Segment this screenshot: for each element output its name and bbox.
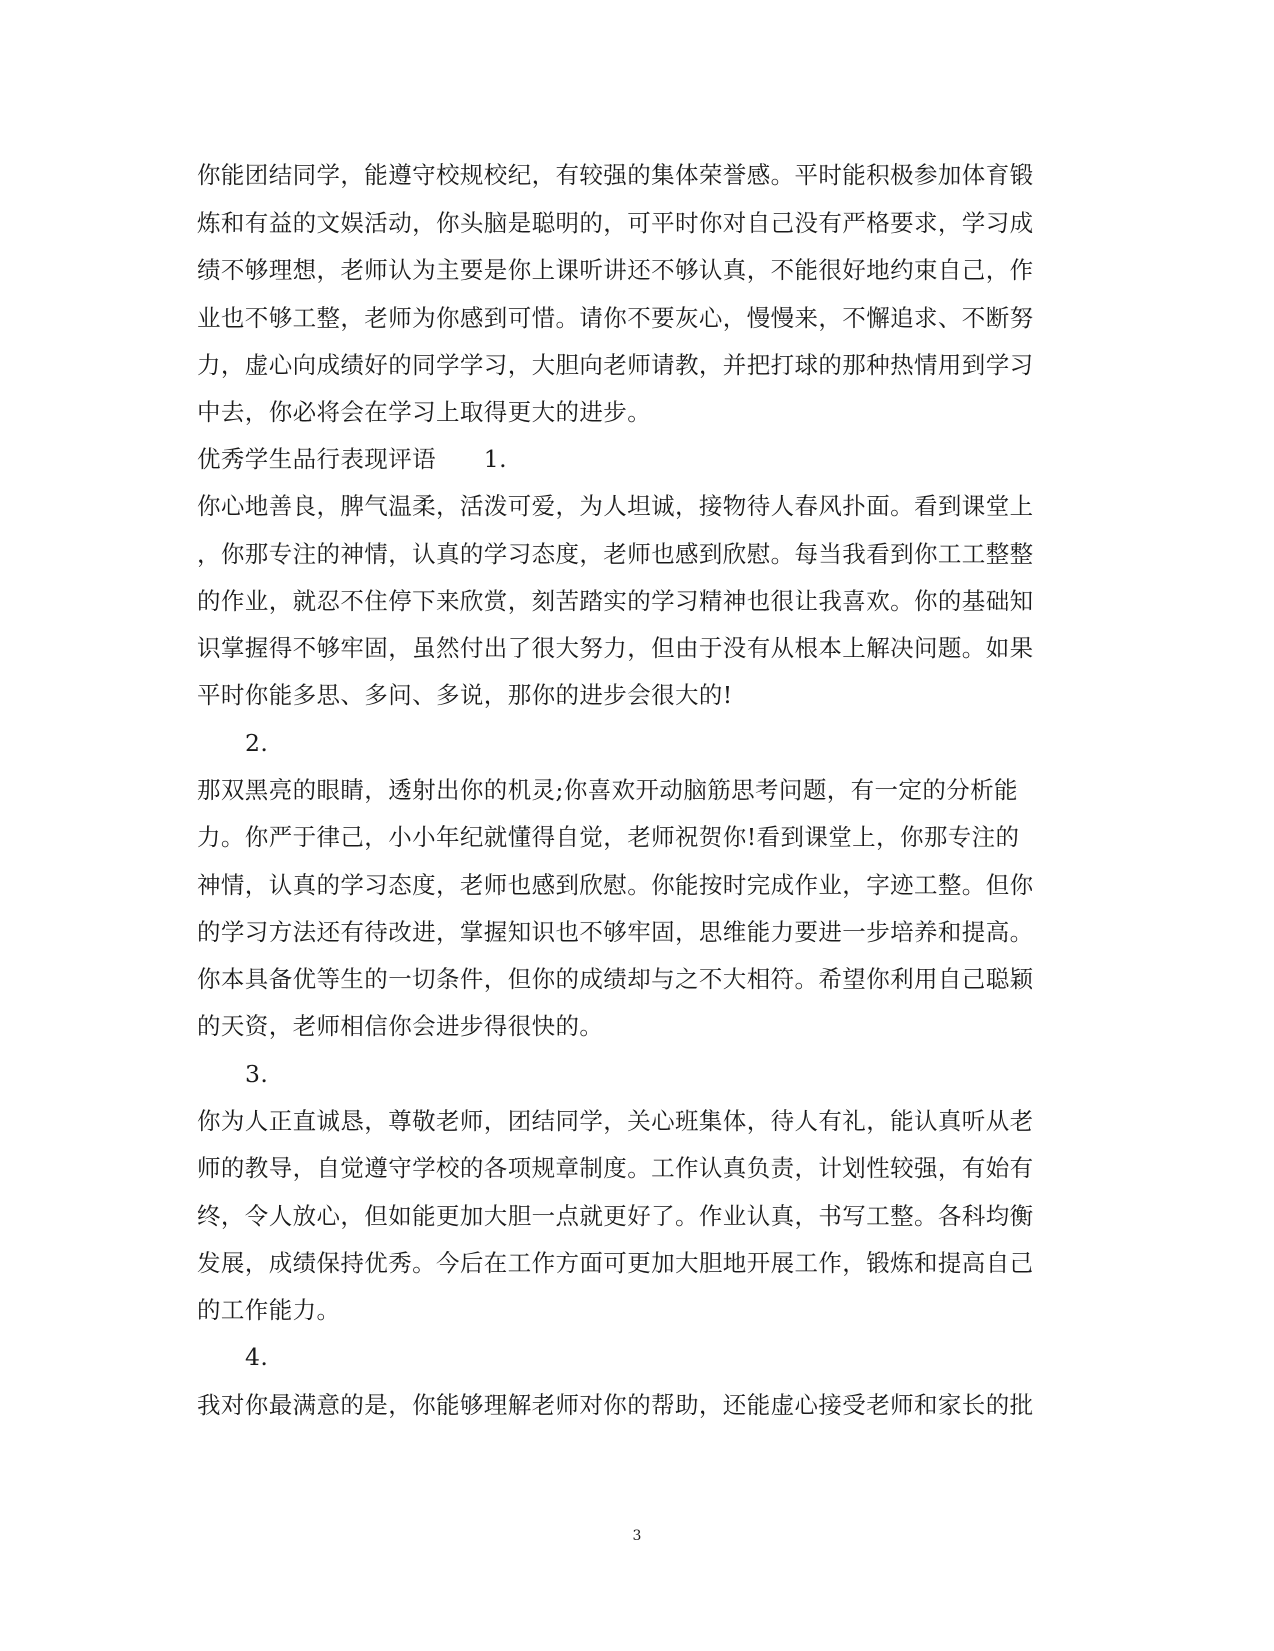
text-line: 发展，成绩保持优秀。今后在工作方面可更加大胆地开展工作，锻炼和提高自己 [197,1249,1034,1277]
text-line: 平时你能多思、多问、多说，那你的进步会很大的! [197,681,733,709]
text-line: 绩不够理想，老师认为主要是你上课听讲还不够认真，不能很好地约束自己，作 [197,256,1034,284]
text-line: 业也不够工整，老师为你感到可惜。请你不要灰心，慢慢来，不懈追求、不断努 [197,304,1034,332]
section-heading: 优秀学生品行表现评语 1. [197,445,508,473]
text-line: 的工作能力。 [197,1296,341,1324]
text-line: 中去，你必将会在学习上取得更大的进步。 [197,398,652,426]
text-line: 神情，认真的学习态度，老师也感到欣慰。你能按时完成作业，字迹工整。但你 [197,871,1034,899]
item-number: 3. [245,1060,269,1088]
text-line: 你本具备优等生的一切条件，但你的成绩却与之不大相符。希望你利用自己聪颖 [197,965,1034,993]
text-line: 你为人正直诚恳，尊敬老师，团结同学，关心班集体，待人有礼，能认真听从老 [197,1107,1034,1135]
text-line: 的作业，就忍不住停下来欣赏，刻苦踏实的学习精神也很让我喜欢。你的基础知 [197,587,1034,615]
item-number: 4. [245,1343,269,1371]
text-line: 师的教导，自觉遵守学校的各项规章制度。工作认真负责，计划性较强，有始有 [197,1154,1034,1182]
text-line: 识掌握得不够牢固，虽然付出了很大努力，但由于没有从根本上解决问题。如果 [197,634,1034,662]
text-line: 我对你最满意的是，你能够理解老师对你的帮助，还能虚心接受老师和家长的批 [197,1391,1034,1419]
text-line: 终，令人放心，但如能更加大胆一点就更好了。作业认真，书写工整。各科均衡 [197,1202,1034,1230]
text-line: 的天资，老师相信你会进步得很快的。 [197,1012,604,1040]
text-line: 力。你严于律己，小小年纪就懂得自觉，老师祝贺你!看到课堂上，你那专注的 [197,823,1020,851]
text-line: 你心地善良，脾气温柔，活泼可爱，为人坦诚，接物待人春风扑面。看到课堂上 [197,492,1034,520]
text-line: ，你那专注的神情，认真的学习态度，老师也感到欣慰。每当我看到你工工整整 [197,540,1034,568]
text-line: 炼和有益的文娱活动，你头脑是聪明的，可平时你对自己没有严格要求，学习成 [197,209,1034,237]
text-line: 那双黑亮的眼睛，透射出你的机灵;你喜欢开动脑筋思考问题，有一定的分析能 [197,776,1018,804]
text-line: 你能团结同学，能遵守校规校纪，有较强的集体荣誉感。平时能积极参加体育锻 [197,161,1034,189]
text-line: 的学习方法还有待改进，掌握知识也不够牢固，思维能力要进一步培养和提高。 [197,918,1034,946]
text-line: 力，虚心向成绩好的同学学习，大胆向老师请教，并把打球的那种热情用到学习 [197,351,1034,379]
page-number: 3 [632,1528,642,1544]
item-number: 2. [245,729,269,757]
